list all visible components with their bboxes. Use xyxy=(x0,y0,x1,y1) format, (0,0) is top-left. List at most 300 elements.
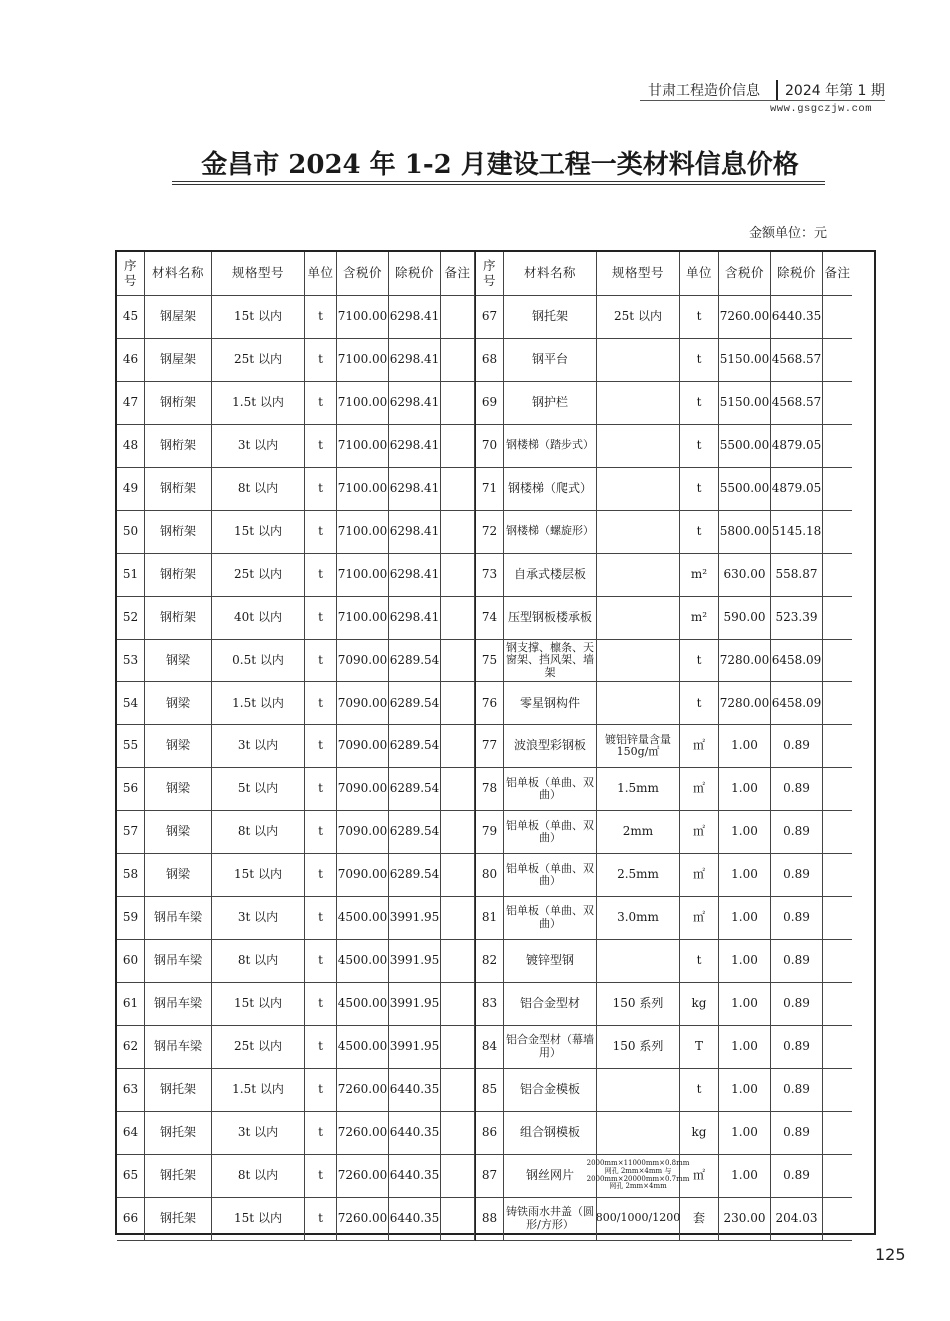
right-row-number: 78 xyxy=(476,768,504,811)
right-note xyxy=(823,768,852,811)
left-row-number: 47 xyxy=(117,382,145,425)
left-net-price: 6298.41 xyxy=(389,382,441,425)
header-net-price: 除税价 xyxy=(771,252,823,296)
right-net-price: 0.89 xyxy=(771,1069,823,1112)
left-row-number: 54 xyxy=(117,682,145,725)
left-tax-price: 7090.00 xyxy=(337,854,389,897)
left-material-name: 钢屋架 xyxy=(145,339,212,382)
left-unit: t xyxy=(305,554,337,597)
right-note xyxy=(823,1069,852,1112)
left-note xyxy=(441,1069,475,1112)
right-material-name: 铝合金型材 xyxy=(504,983,597,1026)
left-tax-price: 7100.00 xyxy=(337,597,389,640)
right-net-price: 6458.09 xyxy=(771,640,823,683)
left-unit: t xyxy=(305,1198,337,1241)
left-row-number: 64 xyxy=(117,1112,145,1155)
right-note xyxy=(823,725,852,768)
right-unit: t xyxy=(680,425,719,468)
left-tax-price: 7100.00 xyxy=(337,425,389,468)
left-tax-price: 7090.00 xyxy=(337,725,389,768)
left-tax-price: 7090.00 xyxy=(337,811,389,854)
right-tax-price: 7280.00 xyxy=(719,640,771,683)
left-unit: t xyxy=(305,382,337,425)
right-spec: 3.0mm xyxy=(597,897,680,940)
right-material-name: 钢楼梯（踏步式） xyxy=(504,425,597,468)
left-net-price: 6440.35 xyxy=(389,1112,441,1155)
right-net-price: 6458.09 xyxy=(771,682,823,725)
right-spec: 1.5mm xyxy=(597,768,680,811)
left-tax-price: 7260.00 xyxy=(337,1112,389,1155)
left-tax-price: 7100.00 xyxy=(337,511,389,554)
left-material-name: 钢吊车梁 xyxy=(145,897,212,940)
left-net-price: 6289.54 xyxy=(389,768,441,811)
left-unit: t xyxy=(305,811,337,854)
right-unit: t xyxy=(680,940,719,983)
left-spec: 15t 以内 xyxy=(212,511,305,554)
right-spec xyxy=(597,682,680,725)
left-row-number: 51 xyxy=(117,554,145,597)
left-unit: t xyxy=(305,940,337,983)
left-note xyxy=(441,768,475,811)
left-row-number: 65 xyxy=(117,1155,145,1198)
left-net-price: 3991.95 xyxy=(389,983,441,1026)
right-spec xyxy=(597,554,680,597)
left-net-price: 6298.41 xyxy=(389,554,441,597)
left-unit: t xyxy=(305,897,337,940)
left-material-name: 钢托架 xyxy=(145,1069,212,1112)
right-unit: ㎡ xyxy=(680,854,719,897)
left-material-name: 钢桁架 xyxy=(145,554,212,597)
right-unit: kg xyxy=(680,983,719,1026)
right-tax-price: 630.00 xyxy=(719,554,771,597)
right-material-name: 钢托架 xyxy=(504,296,597,339)
left-spec: 3t 以内 xyxy=(212,725,305,768)
header-row-number: 序号 xyxy=(117,252,145,296)
left-spec: 1.5t 以内 xyxy=(212,682,305,725)
left-spec: 3t 以内 xyxy=(212,1112,305,1155)
left-material-name: 钢吊车梁 xyxy=(145,940,212,983)
right-row-number: 88 xyxy=(476,1198,504,1241)
header-material-name: 材料名称 xyxy=(504,252,597,296)
left-note xyxy=(441,1026,475,1069)
left-spec: 1.5t 以内 xyxy=(212,1069,305,1112)
left-net-price: 6440.35 xyxy=(389,1155,441,1198)
right-note xyxy=(823,511,852,554)
title-underline xyxy=(172,181,825,182)
right-material-name: 铝单板（单曲、双曲） xyxy=(504,811,597,854)
right-tax-price: 5500.00 xyxy=(719,425,771,468)
left-note xyxy=(441,854,475,897)
left-row-number: 62 xyxy=(117,1026,145,1069)
left-row-number: 58 xyxy=(117,854,145,897)
right-tax-price: 1.00 xyxy=(719,983,771,1026)
right-tax-price: 5150.00 xyxy=(719,339,771,382)
left-note xyxy=(441,554,475,597)
left-note xyxy=(441,296,475,339)
right-note xyxy=(823,1198,852,1241)
left-material-name: 钢屋架 xyxy=(145,296,212,339)
left-net-price: 6289.54 xyxy=(389,640,441,683)
right-unit: t xyxy=(680,682,719,725)
header-spec: 规格型号 xyxy=(597,252,680,296)
right-row-number: 68 xyxy=(476,339,504,382)
right-row-number: 73 xyxy=(476,554,504,597)
right-net-price: 4879.05 xyxy=(771,425,823,468)
right-net-price: 4568.57 xyxy=(771,382,823,425)
right-unit: ㎡ xyxy=(680,768,719,811)
right-material-name: 压型钢板楼承板 xyxy=(504,597,597,640)
right-row-number: 83 xyxy=(476,983,504,1026)
header-unit: 单位 xyxy=(305,252,337,296)
right-material-name: 组合钢模板 xyxy=(504,1112,597,1155)
right-unit: T xyxy=(680,1026,719,1069)
right-material-name: 铝单板（单曲、双曲） xyxy=(504,768,597,811)
left-net-price: 6298.41 xyxy=(389,425,441,468)
left-spec: 0.5t 以内 xyxy=(212,640,305,683)
left-row-number: 49 xyxy=(117,468,145,511)
left-material-name: 钢托架 xyxy=(145,1155,212,1198)
left-net-price: 6289.54 xyxy=(389,682,441,725)
left-unit: t xyxy=(305,983,337,1026)
website-url: www.gsgczjw.com xyxy=(770,103,873,115)
left-spec: 15t 以内 xyxy=(212,854,305,897)
left-unit: t xyxy=(305,468,337,511)
right-tax-price: 7280.00 xyxy=(719,682,771,725)
price-table xyxy=(115,250,876,1235)
left-tax-price: 7260.00 xyxy=(337,1155,389,1198)
left-unit: t xyxy=(305,1112,337,1155)
right-material-name: 钢楼梯（爬式） xyxy=(504,468,597,511)
right-note xyxy=(823,468,852,511)
left-net-price: 6298.41 xyxy=(389,468,441,511)
left-unit: t xyxy=(305,339,337,382)
left-material-name: 钢托架 xyxy=(145,1112,212,1155)
right-note xyxy=(823,640,852,683)
right-material-name: 铸铁雨水井盖（圆形/方形） xyxy=(504,1198,597,1241)
page-title: 金昌市 2024 年 1-2 月建设工程一类材料信息价格 xyxy=(201,150,799,180)
right-tax-price: 1.00 xyxy=(719,768,771,811)
left-row-number: 61 xyxy=(117,983,145,1026)
left-unit: t xyxy=(305,640,337,683)
right-row-number: 70 xyxy=(476,425,504,468)
left-tax-price: 4500.00 xyxy=(337,897,389,940)
left-net-price: 6289.54 xyxy=(389,811,441,854)
right-net-price: 0.89 xyxy=(771,1112,823,1155)
left-spec: 40t 以内 xyxy=(212,597,305,640)
right-unit: m² xyxy=(680,597,719,640)
left-spec: 8t 以内 xyxy=(212,468,305,511)
right-note xyxy=(823,983,852,1026)
left-tax-price: 7100.00 xyxy=(337,382,389,425)
right-unit: t xyxy=(680,640,719,683)
left-row-number: 48 xyxy=(117,425,145,468)
left-material-name: 钢托架 xyxy=(145,1198,212,1241)
left-net-price: 3991.95 xyxy=(389,897,441,940)
right-tax-price: 1.00 xyxy=(719,1026,771,1069)
right-spec xyxy=(597,339,680,382)
right-row-number: 85 xyxy=(476,1069,504,1112)
header-row-number: 序号 xyxy=(476,252,504,296)
left-material-name: 钢梁 xyxy=(145,725,212,768)
left-spec: 5t 以内 xyxy=(212,768,305,811)
left-unit: t xyxy=(305,1069,337,1112)
right-tax-price: 1.00 xyxy=(719,854,771,897)
left-tax-price: 7100.00 xyxy=(337,296,389,339)
issue-label: 2024 年第 1 期 xyxy=(785,83,885,99)
right-unit: t xyxy=(680,468,719,511)
left-material-name: 钢桁架 xyxy=(145,597,212,640)
left-row-number: 55 xyxy=(117,725,145,768)
right-unit: t xyxy=(680,382,719,425)
left-tax-price: 4500.00 xyxy=(337,940,389,983)
left-note xyxy=(441,511,475,554)
right-net-price: 0.89 xyxy=(771,897,823,940)
left-unit: t xyxy=(305,725,337,768)
right-spec xyxy=(597,511,680,554)
left-material-name: 钢梁 xyxy=(145,640,212,683)
left-row-number: 46 xyxy=(117,339,145,382)
left-note xyxy=(441,983,475,1026)
left-spec: 15t 以内 xyxy=(212,1198,305,1241)
left-tax-price: 4500.00 xyxy=(337,1026,389,1069)
right-row-number: 82 xyxy=(476,940,504,983)
right-unit: m² xyxy=(680,554,719,597)
right-net-price: 6440.35 xyxy=(771,296,823,339)
left-unit: t xyxy=(305,682,337,725)
left-row-number: 59 xyxy=(117,897,145,940)
right-tax-price: 5800.00 xyxy=(719,511,771,554)
left-note xyxy=(441,897,475,940)
right-net-price: 204.03 xyxy=(771,1198,823,1241)
right-note xyxy=(823,940,852,983)
right-note xyxy=(823,854,852,897)
right-note xyxy=(823,425,852,468)
right-material-name: 铝合金模板 xyxy=(504,1069,597,1112)
left-material-name: 钢梁 xyxy=(145,682,212,725)
left-spec: 25t 以内 xyxy=(212,339,305,382)
left-tax-price: 7090.00 xyxy=(337,768,389,811)
right-net-price: 0.89 xyxy=(771,768,823,811)
left-note xyxy=(441,382,475,425)
left-tax-price: 4500.00 xyxy=(337,983,389,1026)
left-net-price: 6289.54 xyxy=(389,854,441,897)
left-net-price: 3991.95 xyxy=(389,1026,441,1069)
left-material-name: 钢桁架 xyxy=(145,425,212,468)
right-spec xyxy=(597,597,680,640)
right-material-name: 铝单板（单曲、双曲） xyxy=(504,897,597,940)
left-tax-price: 7260.00 xyxy=(337,1069,389,1112)
left-spec: 15t 以内 xyxy=(212,296,305,339)
right-spec xyxy=(597,468,680,511)
left-spec: 8t 以内 xyxy=(212,1155,305,1198)
right-net-price: 0.89 xyxy=(771,811,823,854)
left-unit: t xyxy=(305,296,337,339)
right-material-name: 镀锌型钢 xyxy=(504,940,597,983)
right-spec: 25t 以内 xyxy=(597,296,680,339)
right-spec xyxy=(597,1112,680,1155)
left-spec: 25t 以内 xyxy=(212,1026,305,1069)
right-net-price: 0.89 xyxy=(771,854,823,897)
left-unit: t xyxy=(305,1155,337,1198)
right-row-number: 80 xyxy=(476,854,504,897)
left-spec: 8t 以内 xyxy=(212,811,305,854)
left-row-number: 53 xyxy=(117,640,145,683)
right-note xyxy=(823,811,852,854)
left-net-price: 6289.54 xyxy=(389,725,441,768)
right-spec: 150 系列 xyxy=(597,1026,680,1069)
right-unit: kg xyxy=(680,1112,719,1155)
right-unit: ㎡ xyxy=(680,725,719,768)
left-material-name: 钢梁 xyxy=(145,811,212,854)
left-spec: 15t 以内 xyxy=(212,983,305,1026)
left-note xyxy=(441,425,475,468)
right-row-number: 72 xyxy=(476,511,504,554)
left-note xyxy=(441,1198,475,1241)
right-spec: 2000mm×11000mm×0.8mm 网孔 2mm×4mm 与 2000mm×20000mm×0.7mm 网孔 2mm×4mm xyxy=(597,1155,680,1198)
left-material-name: 钢桁架 xyxy=(145,468,212,511)
right-note xyxy=(823,597,852,640)
right-tax-price: 590.00 xyxy=(719,597,771,640)
left-row-number: 56 xyxy=(117,768,145,811)
right-row-number: 77 xyxy=(476,725,504,768)
header-divider xyxy=(776,80,778,100)
right-material-name: 钢护栏 xyxy=(504,382,597,425)
right-unit: ㎡ xyxy=(680,811,719,854)
right-material-name: 波浪型彩钢板 xyxy=(504,725,597,768)
left-material-name: 钢桁架 xyxy=(145,382,212,425)
right-row-number: 84 xyxy=(476,1026,504,1069)
header-net-price: 除税价 xyxy=(389,252,441,296)
left-row-number: 66 xyxy=(117,1198,145,1241)
left-unit: t xyxy=(305,511,337,554)
left-tax-price: 7100.00 xyxy=(337,554,389,597)
right-tax-price: 1.00 xyxy=(719,1069,771,1112)
left-row-number: 63 xyxy=(117,1069,145,1112)
right-tax-price: 5150.00 xyxy=(719,382,771,425)
right-material-name: 零星钢构件 xyxy=(504,682,597,725)
left-spec: 3t 以内 xyxy=(212,425,305,468)
left-note xyxy=(441,940,475,983)
header-note: 备注 xyxy=(823,252,852,296)
right-spec xyxy=(597,382,680,425)
header-tax-price: 含税价 xyxy=(719,252,771,296)
title-underline-2 xyxy=(172,184,825,185)
right-material-name: 钢平台 xyxy=(504,339,597,382)
right-spec: 150 系列 xyxy=(597,983,680,1026)
left-spec: 8t 以内 xyxy=(212,940,305,983)
left-net-price: 6440.35 xyxy=(389,1069,441,1112)
right-note xyxy=(823,1155,852,1198)
left-material-name: 钢梁 xyxy=(145,854,212,897)
right-unit: ㎡ xyxy=(680,1155,719,1198)
header-tax-price: 含税价 xyxy=(337,252,389,296)
left-net-price: 3991.95 xyxy=(389,940,441,983)
right-row-number: 69 xyxy=(476,382,504,425)
left-tax-price: 7100.00 xyxy=(337,468,389,511)
right-row-number: 81 xyxy=(476,897,504,940)
left-unit: t xyxy=(305,597,337,640)
right-material-name: 钢支撑、檩条、天窗架、挡风架、墙架 xyxy=(504,640,597,683)
right-note xyxy=(823,339,852,382)
header-note: 备注 xyxy=(441,252,475,296)
right-net-price: 4879.05 xyxy=(771,468,823,511)
right-net-price: 5145.18 xyxy=(771,511,823,554)
left-spec: 3t 以内 xyxy=(212,897,305,940)
right-tax-price: 1.00 xyxy=(719,940,771,983)
right-note xyxy=(823,682,852,725)
left-note xyxy=(441,1155,475,1198)
right-note xyxy=(823,296,852,339)
left-note xyxy=(441,725,475,768)
right-spec xyxy=(597,640,680,683)
right-material-name: 铝单板（单曲、双曲） xyxy=(504,854,597,897)
right-row-number: 86 xyxy=(476,1112,504,1155)
left-unit: t xyxy=(305,425,337,468)
right-spec: 镀铝锌量含量 150g/㎡ xyxy=(597,725,680,768)
right-unit: 套 xyxy=(680,1198,719,1241)
left-note xyxy=(441,811,475,854)
left-row-number: 57 xyxy=(117,811,145,854)
right-tax-price: 1.00 xyxy=(719,725,771,768)
right-material-name: 钢丝网片 xyxy=(504,1155,597,1198)
right-tax-price: 1.00 xyxy=(719,1155,771,1198)
right-tax-price: 1.00 xyxy=(719,897,771,940)
left-row-number: 50 xyxy=(117,511,145,554)
right-net-price: 4568.57 xyxy=(771,339,823,382)
left-row-number: 60 xyxy=(117,940,145,983)
right-material-name: 铝合金型材（幕墙用） xyxy=(504,1026,597,1069)
right-spec: 2mm xyxy=(597,811,680,854)
right-spec xyxy=(597,1069,680,1112)
left-net-price: 6298.41 xyxy=(389,511,441,554)
right-tax-price: 5500.00 xyxy=(719,468,771,511)
right-unit: t xyxy=(680,1069,719,1112)
right-net-price: 0.89 xyxy=(771,1026,823,1069)
right-tax-price: 1.00 xyxy=(719,811,771,854)
right-row-number: 75 xyxy=(476,640,504,683)
right-spec xyxy=(597,940,680,983)
right-row-number: 87 xyxy=(476,1155,504,1198)
right-spec xyxy=(597,425,680,468)
right-net-price: 0.89 xyxy=(771,983,823,1026)
left-note xyxy=(441,468,475,511)
left-note xyxy=(441,682,475,725)
left-tax-price: 7260.00 xyxy=(337,1198,389,1241)
left-spec: 1.5t 以内 xyxy=(212,382,305,425)
right-net-price: 0.89 xyxy=(771,1155,823,1198)
left-note xyxy=(441,597,475,640)
right-net-price: 0.89 xyxy=(771,940,823,983)
left-spec: 25t 以内 xyxy=(212,554,305,597)
left-material-name: 钢桁架 xyxy=(145,511,212,554)
left-unit: t xyxy=(305,854,337,897)
left-note xyxy=(441,640,475,683)
right-spec: 2.5mm xyxy=(597,854,680,897)
left-tax-price: 7090.00 xyxy=(337,640,389,683)
right-spec: 800/1000/1200 xyxy=(597,1198,680,1241)
right-material-name: 自承式楼层板 xyxy=(504,554,597,597)
left-note xyxy=(441,339,475,382)
header-rule xyxy=(640,100,885,101)
left-tax-price: 7100.00 xyxy=(337,339,389,382)
right-tax-price: 230.00 xyxy=(719,1198,771,1241)
right-note xyxy=(823,897,852,940)
right-note xyxy=(823,1026,852,1069)
right-net-price: 558.87 xyxy=(771,554,823,597)
publication-name: 甘肃工程造价信息 xyxy=(648,83,760,99)
right-unit: t xyxy=(680,296,719,339)
left-material-name: 钢梁 xyxy=(145,768,212,811)
